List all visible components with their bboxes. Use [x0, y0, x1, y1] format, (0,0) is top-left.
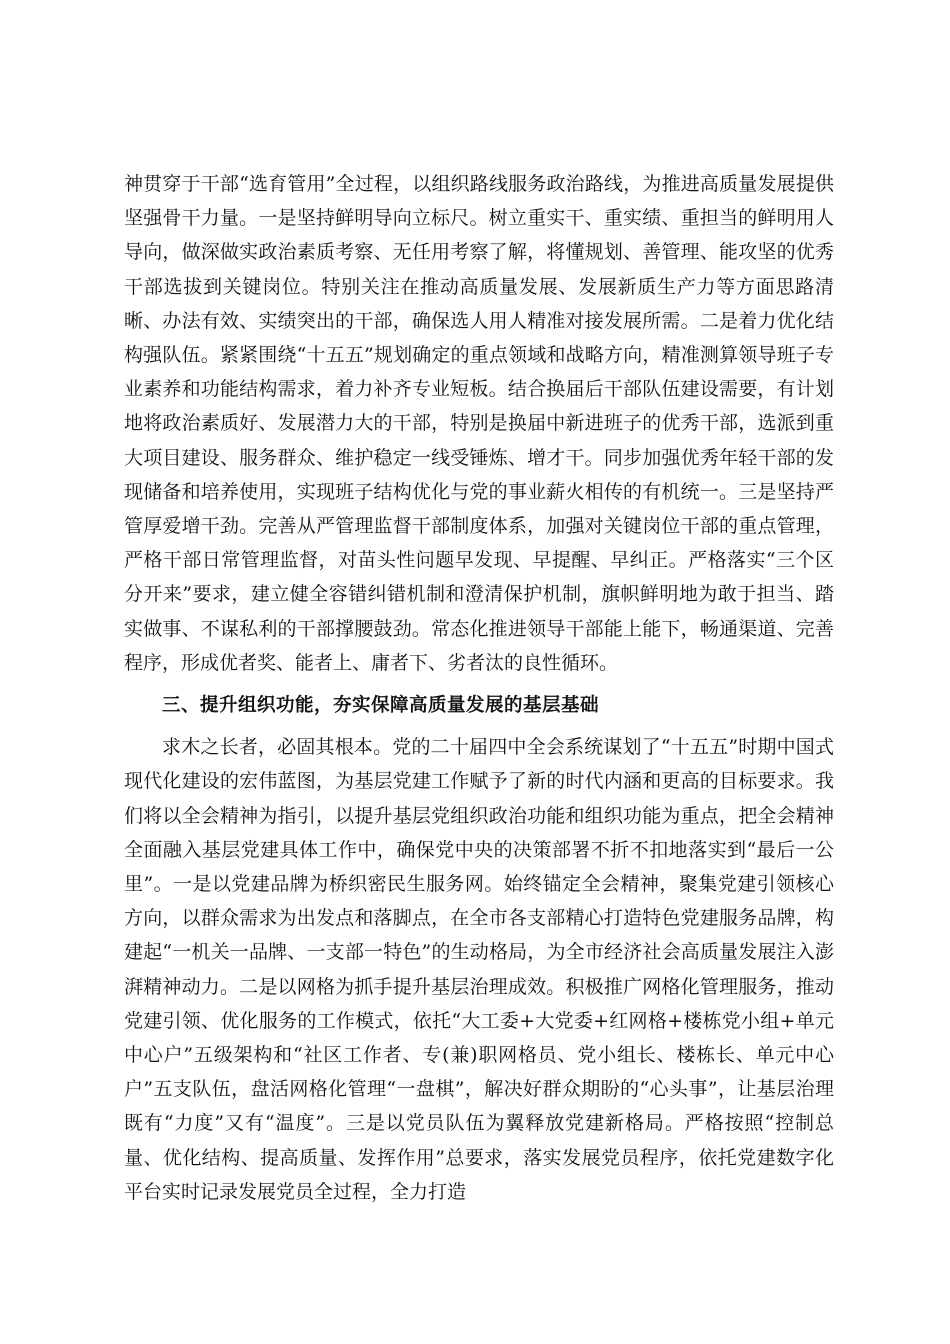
body-paragraph-section-3: 求木之长者，必固其根本。党的二十届四中全会系统谋划了“十五五”时期中国式现代化建设的宏伟蓝图，为基层党建工作赋予了新的时代内涵和更高的目标要求。我们将以全会精神为指引，以提升基层党组织政治功能和组织功能为重点，把全会精神全面融入基层党建具体工作中，确保党中央的决策部署不折不扣地落实到“最后一公里”。一是以党建品牌为桥织密民生服务网。始终锚定全会精神，聚集党建引领核心方向，以群众需求为出发点和落脚点，在全市各支部精心打造特色党建服务品牌，构建起“一机关一品牌、一支部一特色”的生动格局，为全市经济社会高质量发展注入澎湃精神动力。二是以网格为抓手提升基层治理成效。积极推广网格化管理服务，推动党建引领、优化服务的工作模式，依托“大工委+大党委+红网格+楼栋党小组+单元中心户”五级架构和“社区工作者、专(兼)职网格员、党小组长、楼栋长、单元中心户”五支队伍，盘活网格化管理“一盘棋”，解决好群众期盼的“心头事”，让基层治理既有“力度”又有“温度”。三是以党员队伍为翼释放党建新格局。严格按照“控制总量、优化结构、提高质量、发挥作用”总要求，落实发展党员程序，依托党建数字化平台实时记录发展党员全过程，全力打造: [124, 736, 834, 1203]
document-body: [124, 167, 834, 1209]
section-heading-3: 三、提升组织功能，夯实保障高质量发展的基层基础: [162, 695, 600, 717]
body-paragraph-continuation: 神贯穿于干部“选育管用”全过程，以组织路线服务政治路线，为推进高质量发展提供坚强骨干力量。一是坚持鲜明导向立标尺。树立重实干、重实绩、重担当的鲜明用人导向，做深做实政治素质考察、无任用考察了解，将懂规划、善管理、能攻坚的优秀干部选拔到关键岗位。特别关注在推动高质量发展、发展新质生产力等方面思路清晰、办法有效、实绩突出的干部，确保选人用人精准对接发展所需。二是着力优化结构强队伍。紧紧围绕“十五五”规划确定的重点领域和战略方向，精准测算领导班子专业素养和功能结构需求，着力补齐专业短板。结合换届后干部队伍建设需要，有计划地将政治素质好、发展潜力大的干部，特别是换届中新进班子的优秀干部，选派到重大项目建设、服务群众、维护稳定一线受锤炼、增才干。同步加强优秀年轻干部的发现储备和培养使用，实现班子结构优化与党的事业薪火相传的有机统一。三是坚持严管厚爱增干劲。完善从严管理监督干部制度体系，加强对关键岗位干部的重点管理，严格干部日常管理监督，对苗头性问题早发现、早提醒、早纠正。严格落实“三个区分开来”要求，建立健全容错纠错机制和澄清保护机制，旗帜鲜明地为敢于担当、踏实做事、不谋私利的干部撑腰鼓劲。常态化推进领导干部能上能下，畅通渠道、完善程序，形成优者奖、能者上、庸者下、劣者汰的良性循环。: [124, 173, 834, 674]
